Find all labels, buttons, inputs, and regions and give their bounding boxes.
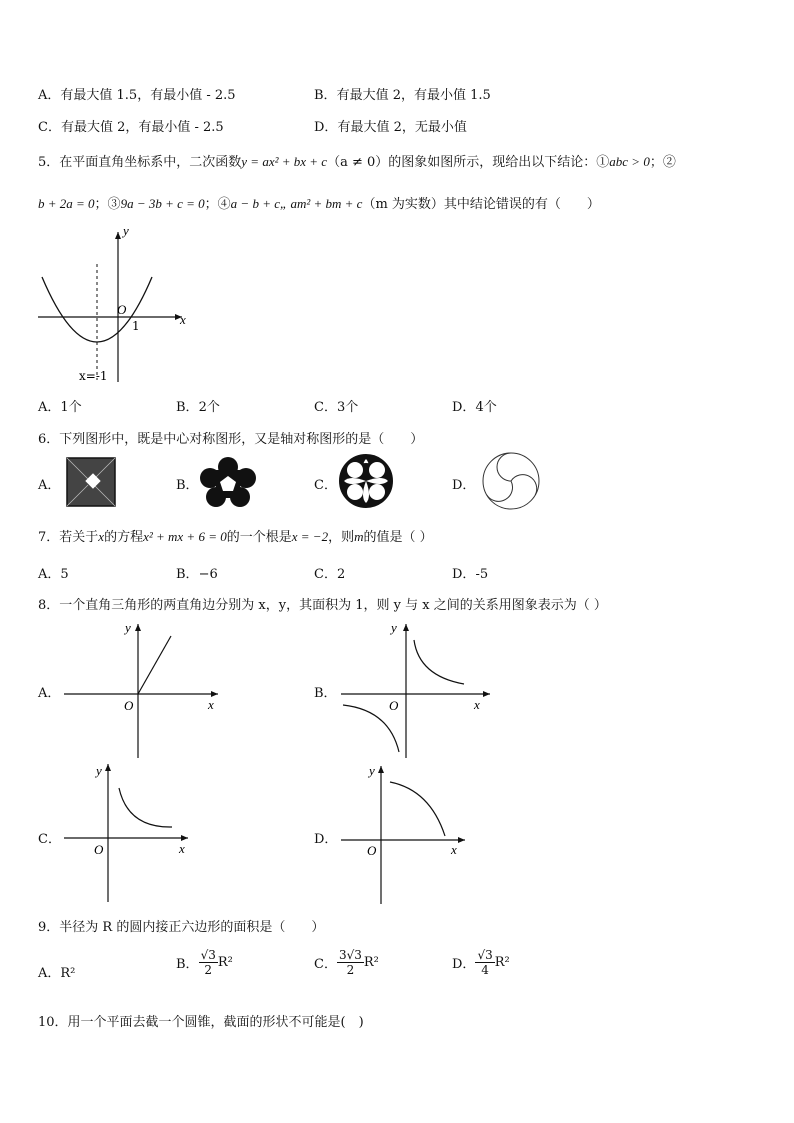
q6-stem: 6．下列图形中，既是中心对称图形，又是轴对称图形的是（ ）: [38, 432, 424, 447]
q8-option-d-letter: D．: [314, 832, 338, 847]
q8a-origin-label: O: [124, 698, 134, 713]
q5-axis-label: x=-1: [79, 369, 108, 383]
q8d-y-label: y: [369, 763, 375, 778]
q9c-fraction: $\frac{3√3}{2}$: [338, 948, 362, 977]
q4-option-a: A．有最大值 1.5，有最小值 - 2.5: [38, 88, 236, 103]
q9b-fraction: $\frac{√3}{2}$: [200, 948, 216, 977]
q5-parabola-graph: [30, 222, 200, 387]
q4-option-c: C．有最大值 2，有最小值 - 2.5: [38, 120, 224, 135]
q7-option-b: B．−6: [176, 567, 218, 582]
q6-option-c-letter: C．: [314, 478, 337, 493]
q8d-origin-label: O: [367, 843, 377, 858]
q9-option-d: D． $\frac{√3}{4}$ R²: [452, 948, 510, 977]
q9-option-c: C． $\frac{3√3}{2}$ R²: [314, 948, 379, 977]
q6-figure-b: [200, 456, 256, 508]
q8d-x-label: x: [451, 842, 457, 857]
q6-option-b-letter: B．: [176, 478, 199, 493]
q8a-y-label: y: [125, 620, 131, 635]
q5-stem-line2: b + 2a = 0；③9a − 3b + c = 0；④a − b + c„ am² + bm + c（m 为实数）其中结论错误的有（ ）: [38, 196, 600, 212]
q8b-x-label: x: [474, 697, 480, 712]
q9-stem: 9．半径为 R 的圆内接正六边形的面积是（ ）: [38, 920, 325, 935]
q4-option-d: D．有最大值 2，无最小值: [314, 120, 467, 135]
q5-stem-line1: 5．在平面直角坐标系中，二次函数y = ax² + bx + c（a ≠ 0）的图象如图所示，现给出以下结论：①abc > 0；②: [38, 154, 676, 170]
q9d-fraction: $\frac{√3}{4}$: [477, 948, 493, 977]
q6-option-a-letter: A．: [38, 478, 61, 493]
q6-figure-a: [66, 457, 116, 507]
q8-stem: 8．一个直角三角形的两直角边分别为 x，y，其面积为 1，则 y 与 x 之间的关系用图象表示为（ ）: [38, 598, 607, 613]
q8c-x-label: x: [179, 841, 185, 856]
q5-option-a: A．1个: [38, 400, 82, 415]
q10-stem: 10．用一个平面去截一个圆锥，截面的形状不可能是( ): [38, 1015, 364, 1030]
q9-option-b: B． $\frac{√3}{2}$ R²: [176, 948, 233, 977]
q5-y-label: y: [123, 223, 129, 238]
q7-option-a: A．5: [38, 567, 69, 582]
q8b-origin-label: O: [389, 698, 399, 713]
q8-option-a-letter: A．: [38, 686, 61, 701]
q7-option-d: D．-5: [452, 567, 489, 582]
q5-option-c: C．3个: [314, 400, 359, 415]
q7-stem: 7．若关于x的方程x² + mx + 6 = 0的一个根是x = −2，则m的值是（ ）: [38, 529, 433, 545]
q6-figure-c: [338, 453, 394, 509]
q5-root-label: 1: [132, 319, 140, 333]
q9-option-a: A．R²: [38, 966, 76, 981]
q8-graph-a: [60, 618, 225, 763]
q5-origin-label: O: [117, 302, 127, 317]
q8-graph-d: [337, 760, 472, 908]
q8a-x-label: x: [208, 697, 214, 712]
q8c-y-label: y: [96, 763, 102, 778]
q4-option-b: B．有最大值 2，有最小值 1.5: [314, 88, 491, 103]
q8b-y-label: y: [391, 620, 397, 635]
q8c-origin-label: O: [94, 842, 104, 857]
q6-option-d-letter: D．: [452, 478, 476, 493]
q8-graph-c: [60, 758, 195, 906]
q8-option-b-letter: B．: [314, 686, 337, 701]
q5-option-b: B．2个: [176, 400, 220, 415]
q8-option-c-letter: C．: [38, 832, 61, 847]
q8-graph-b: [337, 618, 497, 763]
q7-option-c: C．2: [314, 567, 346, 582]
q5-x-label: x: [180, 312, 186, 327]
q5-option-d: D．4个: [452, 400, 497, 415]
q6-figure-d: [481, 451, 541, 511]
